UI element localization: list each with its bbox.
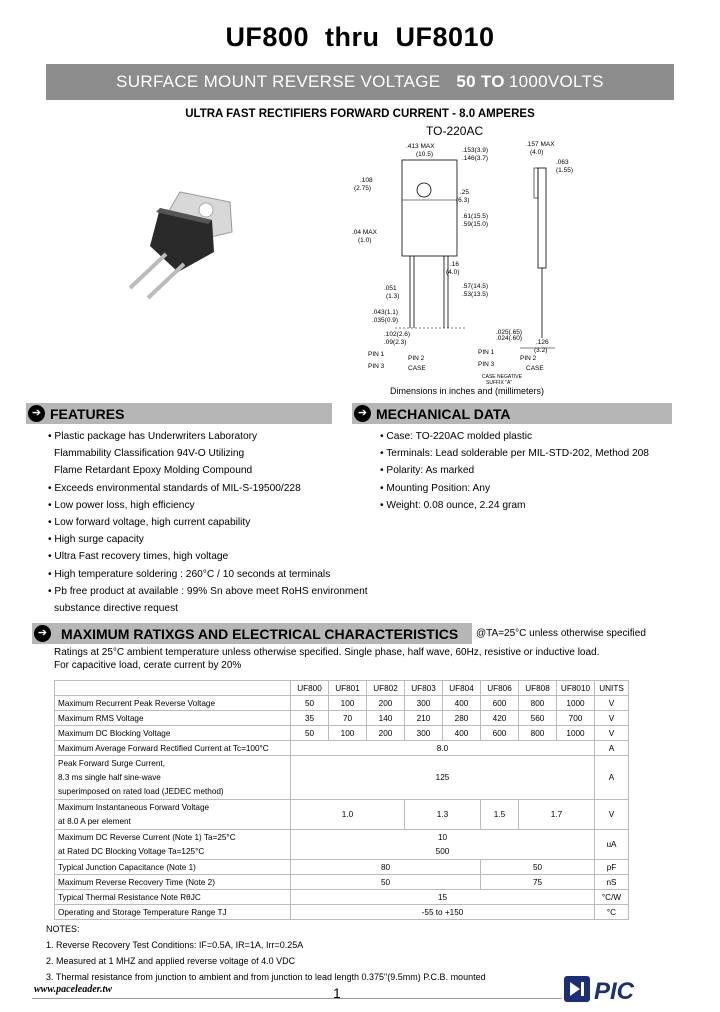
component-photo-image [120, 180, 250, 300]
dim-label: .16 [450, 261, 460, 268]
package-outline-drawing [350, 138, 590, 393]
drawing-caption: Dimensions in inches and (millimeters) [390, 386, 545, 396]
page-number: 1 [333, 985, 341, 1001]
pin-label: PIN 1 [368, 351, 385, 358]
row-label: Typical Thermal Resistance Note RθJC [55, 890, 291, 905]
list-item: • Weight: 0.08 ounce, 2.24 gram [380, 497, 649, 514]
table-row: Maximum Reverse Recovery Time (Note 2) 50 75 nS [55, 875, 629, 890]
table-row: Maximum DC Blocking Voltage 50 100 200 300 400 600 800 1000 V [55, 726, 629, 741]
table-row: Maximum DC Reverse Current (Note 1) Ta=25°C at Rated DC Blocking Voltage Ta=125°C 10 500 uA [55, 830, 629, 860]
table-row: Maximum Recurrent Peak Reverse Voltage 50 100 200 300 400 600 800 1000 V [55, 696, 629, 711]
list-item: • Plastic package has Underwriters Laboratory [48, 428, 368, 445]
dim-label: .413 MAX [406, 143, 435, 150]
row-label: Maximum Reverse Recovery Time (Note 2) [55, 875, 291, 890]
row-label: Maximum DC Reverse Current (Note 1) Ta=25°C at Rated DC Blocking Voltage Ta=125°C [55, 830, 291, 860]
dim-label: .157 MAX [526, 141, 555, 148]
ratings-condition: @TA=25°C unless otherwise specified [476, 628, 646, 639]
list-item: • Low power loss, high efficiency [48, 497, 368, 514]
pin-label: CASE [526, 365, 544, 372]
list-item: • Low forward voltage, high current capability [48, 514, 368, 531]
table-header-row [55, 681, 629, 696]
part-to: UF8010 [395, 22, 495, 52]
list-item: Flame Retardant Epoxy Molding Compound [54, 465, 253, 477]
title-thru: thru [325, 22, 380, 52]
dim-label: (6.3) [456, 197, 470, 204]
document-title [0, 22, 720, 53]
pin-label: PIN 1 [478, 349, 495, 356]
dim-label: (4.0) [530, 149, 544, 156]
column-header: UF803 [405, 681, 443, 696]
table-row: Maximum RMS Voltage 35 70 140 210 280 420 560 700 V [55, 711, 629, 726]
ratings-intro-2: For capacitive load, cerate current by 20% [54, 659, 242, 671]
column-header: UF808 [519, 681, 557, 696]
note-item: 1. Reverse Recovery Test Conditions: IF=0.5A, IR=1A, Irr=0.25A [46, 940, 304, 950]
list-item: • Exceeds environmental standards of MIL-S-19500/228 [48, 480, 368, 497]
notes [46, 921, 486, 985]
row-label: Maximum RMS Voltage [55, 711, 291, 726]
ratings-intro-1: Ratings at 25°C ambient temperature unless otherwise specified. Single phase, half wave, 60Hz, resistive or inductive load. [54, 647, 600, 658]
dim-label: .025(.65) [496, 329, 523, 336]
dim-label: .25 [460, 189, 470, 196]
dim-label: SUFFIX "A" [486, 380, 513, 386]
features-header [26, 403, 332, 424]
table-row: Typical Junction Capacitance (Note 1) 80 50 pF [55, 860, 629, 875]
dim-label: .063 [556, 159, 569, 166]
dim-label: .126 [536, 339, 549, 346]
list-item: • Case: TO-220AC molded plastic [380, 428, 649, 445]
row-label: Maximum DC Blocking Voltage [55, 726, 291, 741]
dim-label: .102(2.6) [384, 331, 411, 338]
list-item: • High temperature soldering : 260°C / 10 seconds at terminals [48, 566, 368, 583]
arrow-icon: ➔ [28, 405, 45, 422]
row-label: Peak Forward Surge Current, 8.3 ms single half sine-wave superimposed on rated load (JEDEC method) [55, 756, 291, 800]
footer-divider [32, 998, 562, 999]
dim-label: .146(3.7) [462, 155, 489, 162]
table-row: Typical Thermal Resistance Note RθJC 15 °C/W [55, 890, 629, 905]
row-label: Typical Junction Capacitance (Note 1) [55, 860, 291, 875]
arrow-icon: ➔ [354, 405, 371, 422]
row-label: Operating and Storage Temperature Range TJ [55, 905, 291, 920]
note-item: 2. Measured at 1 MHZ and applied reverse voltage of 4.0 VDC [46, 956, 296, 966]
dim-label: .051 [384, 285, 397, 292]
company-logo [564, 974, 648, 1004]
features-list [48, 428, 368, 617]
dim-label: .57(14.5) [462, 283, 489, 290]
dim-label: (10.5) [416, 151, 433, 158]
row-label: Maximum Recurrent Peak Reverse Voltage [55, 696, 291, 711]
dim-label: (1.0) [358, 237, 372, 244]
dim-label: .09(2.3) [384, 339, 407, 346]
dim-label: (1.55) [556, 167, 573, 174]
banner-volts: 1000VOLTS [508, 72, 604, 91]
table-row: Maximum Instantaneous Forward Voltage at 8.0 A per element 1.0 1.3 1.5 1.7 V [55, 800, 629, 830]
package-label: TO-220AC [426, 124, 484, 138]
dim-label: .043(1.1) [372, 309, 399, 316]
column-header: UNITS [595, 681, 629, 696]
banner-text: SURFACE MOUNT REVERSE VOLTAGE [116, 72, 441, 91]
mechanical-title: MECHANICAL DATA [376, 405, 511, 422]
column-header: UF804 [443, 681, 481, 696]
column-header: UF800 [291, 681, 329, 696]
dim-label: (1.3) [386, 293, 400, 300]
pin-label: PIN 2 [520, 355, 537, 362]
list-item: • Terminals: Lead solderable per MIL-STD-202, Method 208 [380, 445, 649, 462]
pin-label: PIN 2 [408, 355, 425, 362]
pin-label: CASE [408, 365, 426, 372]
dim-label: .108 [360, 177, 373, 184]
voltage-banner [46, 64, 674, 100]
row-label: Maximum Average Forward Rectified Current at Tc=100°C [55, 741, 291, 756]
logo-text: PIC [594, 978, 635, 1004]
ratings-intro [54, 647, 599, 672]
mechanical-header [352, 403, 672, 424]
list-item: • Mounting Position: Any [380, 480, 649, 497]
list-item: substance directive request [54, 603, 179, 615]
column-header: UF8010 [557, 681, 595, 696]
column-header: UF806 [481, 681, 519, 696]
dim-label: .61(15.5) [462, 213, 489, 220]
note-item: 3. Thermal resistance from junction to ambient and from junction to lead length 0.375"(9.5mm) P.C.B. mounted [46, 972, 486, 982]
column-header: UF802 [367, 681, 405, 696]
dim-label: .04 MAX [352, 229, 377, 236]
table-row: Operating and Storage Temperature Range TJ -55 to +150 °C [55, 905, 629, 920]
dim-label: .153(3.9) [462, 147, 489, 154]
pin-label: PIN 3 [478, 361, 495, 368]
dim-label: .035(0.9) [372, 317, 399, 324]
list-item: • Ultra Fast recovery times, high voltage [48, 548, 368, 565]
dim-label: (2.75) [354, 185, 371, 192]
features-title: FEATURES [50, 405, 125, 422]
dim-label: .024(.60) [496, 335, 523, 342]
banner-range: 50 TO [456, 72, 505, 91]
list-item: • Polarity: As marked [380, 462, 649, 479]
dim-label: CASE NEGATIVE [482, 374, 522, 380]
part-from: UF800 [225, 22, 309, 52]
notes-title: NOTES: [46, 924, 80, 934]
list-item: • Pb free product at available : 99% Sn above meet RoHS environment [48, 583, 368, 600]
dim-label: .53(13.5) [462, 291, 489, 298]
subtitle: ULTRA FAST RECTIFIERS FORWARD CURRENT - 8.0 AMPERES [185, 108, 535, 120]
dim-label: (4.0) [446, 269, 460, 276]
row-label: Maximum Instantaneous Forward Voltage at 8.0 A per element [55, 800, 291, 830]
ratings-title: MAXIMUM RATIXGS AND ELECTRICAL CHARACTERISTICS [61, 625, 459, 642]
table-row: Maximum Average Forward Rectified Current at Tc=100°C 8.0 A [55, 741, 629, 756]
list-item: • High surge capacity [48, 531, 368, 548]
arrow-icon: ➔ [34, 625, 51, 642]
column-header: UF801 [329, 681, 367, 696]
pin-label: PIN 3 [368, 363, 385, 370]
dim-label: .59(15.0) [462, 221, 489, 228]
dim-label: (3.2) [534, 347, 548, 354]
mechanical-list [380, 428, 649, 514]
footer-url[interactable]: www.paceleader.tw [34, 984, 112, 995]
list-item: Flammability Classification 94V-O Utilizing [54, 448, 245, 460]
table-row: Peak Forward Surge Current, 8.3 ms single half sine-wave superimposed on rated load (JEDEC method) 125 A [55, 756, 629, 800]
ratings-header [32, 623, 472, 644]
ratings-table [54, 680, 629, 920]
